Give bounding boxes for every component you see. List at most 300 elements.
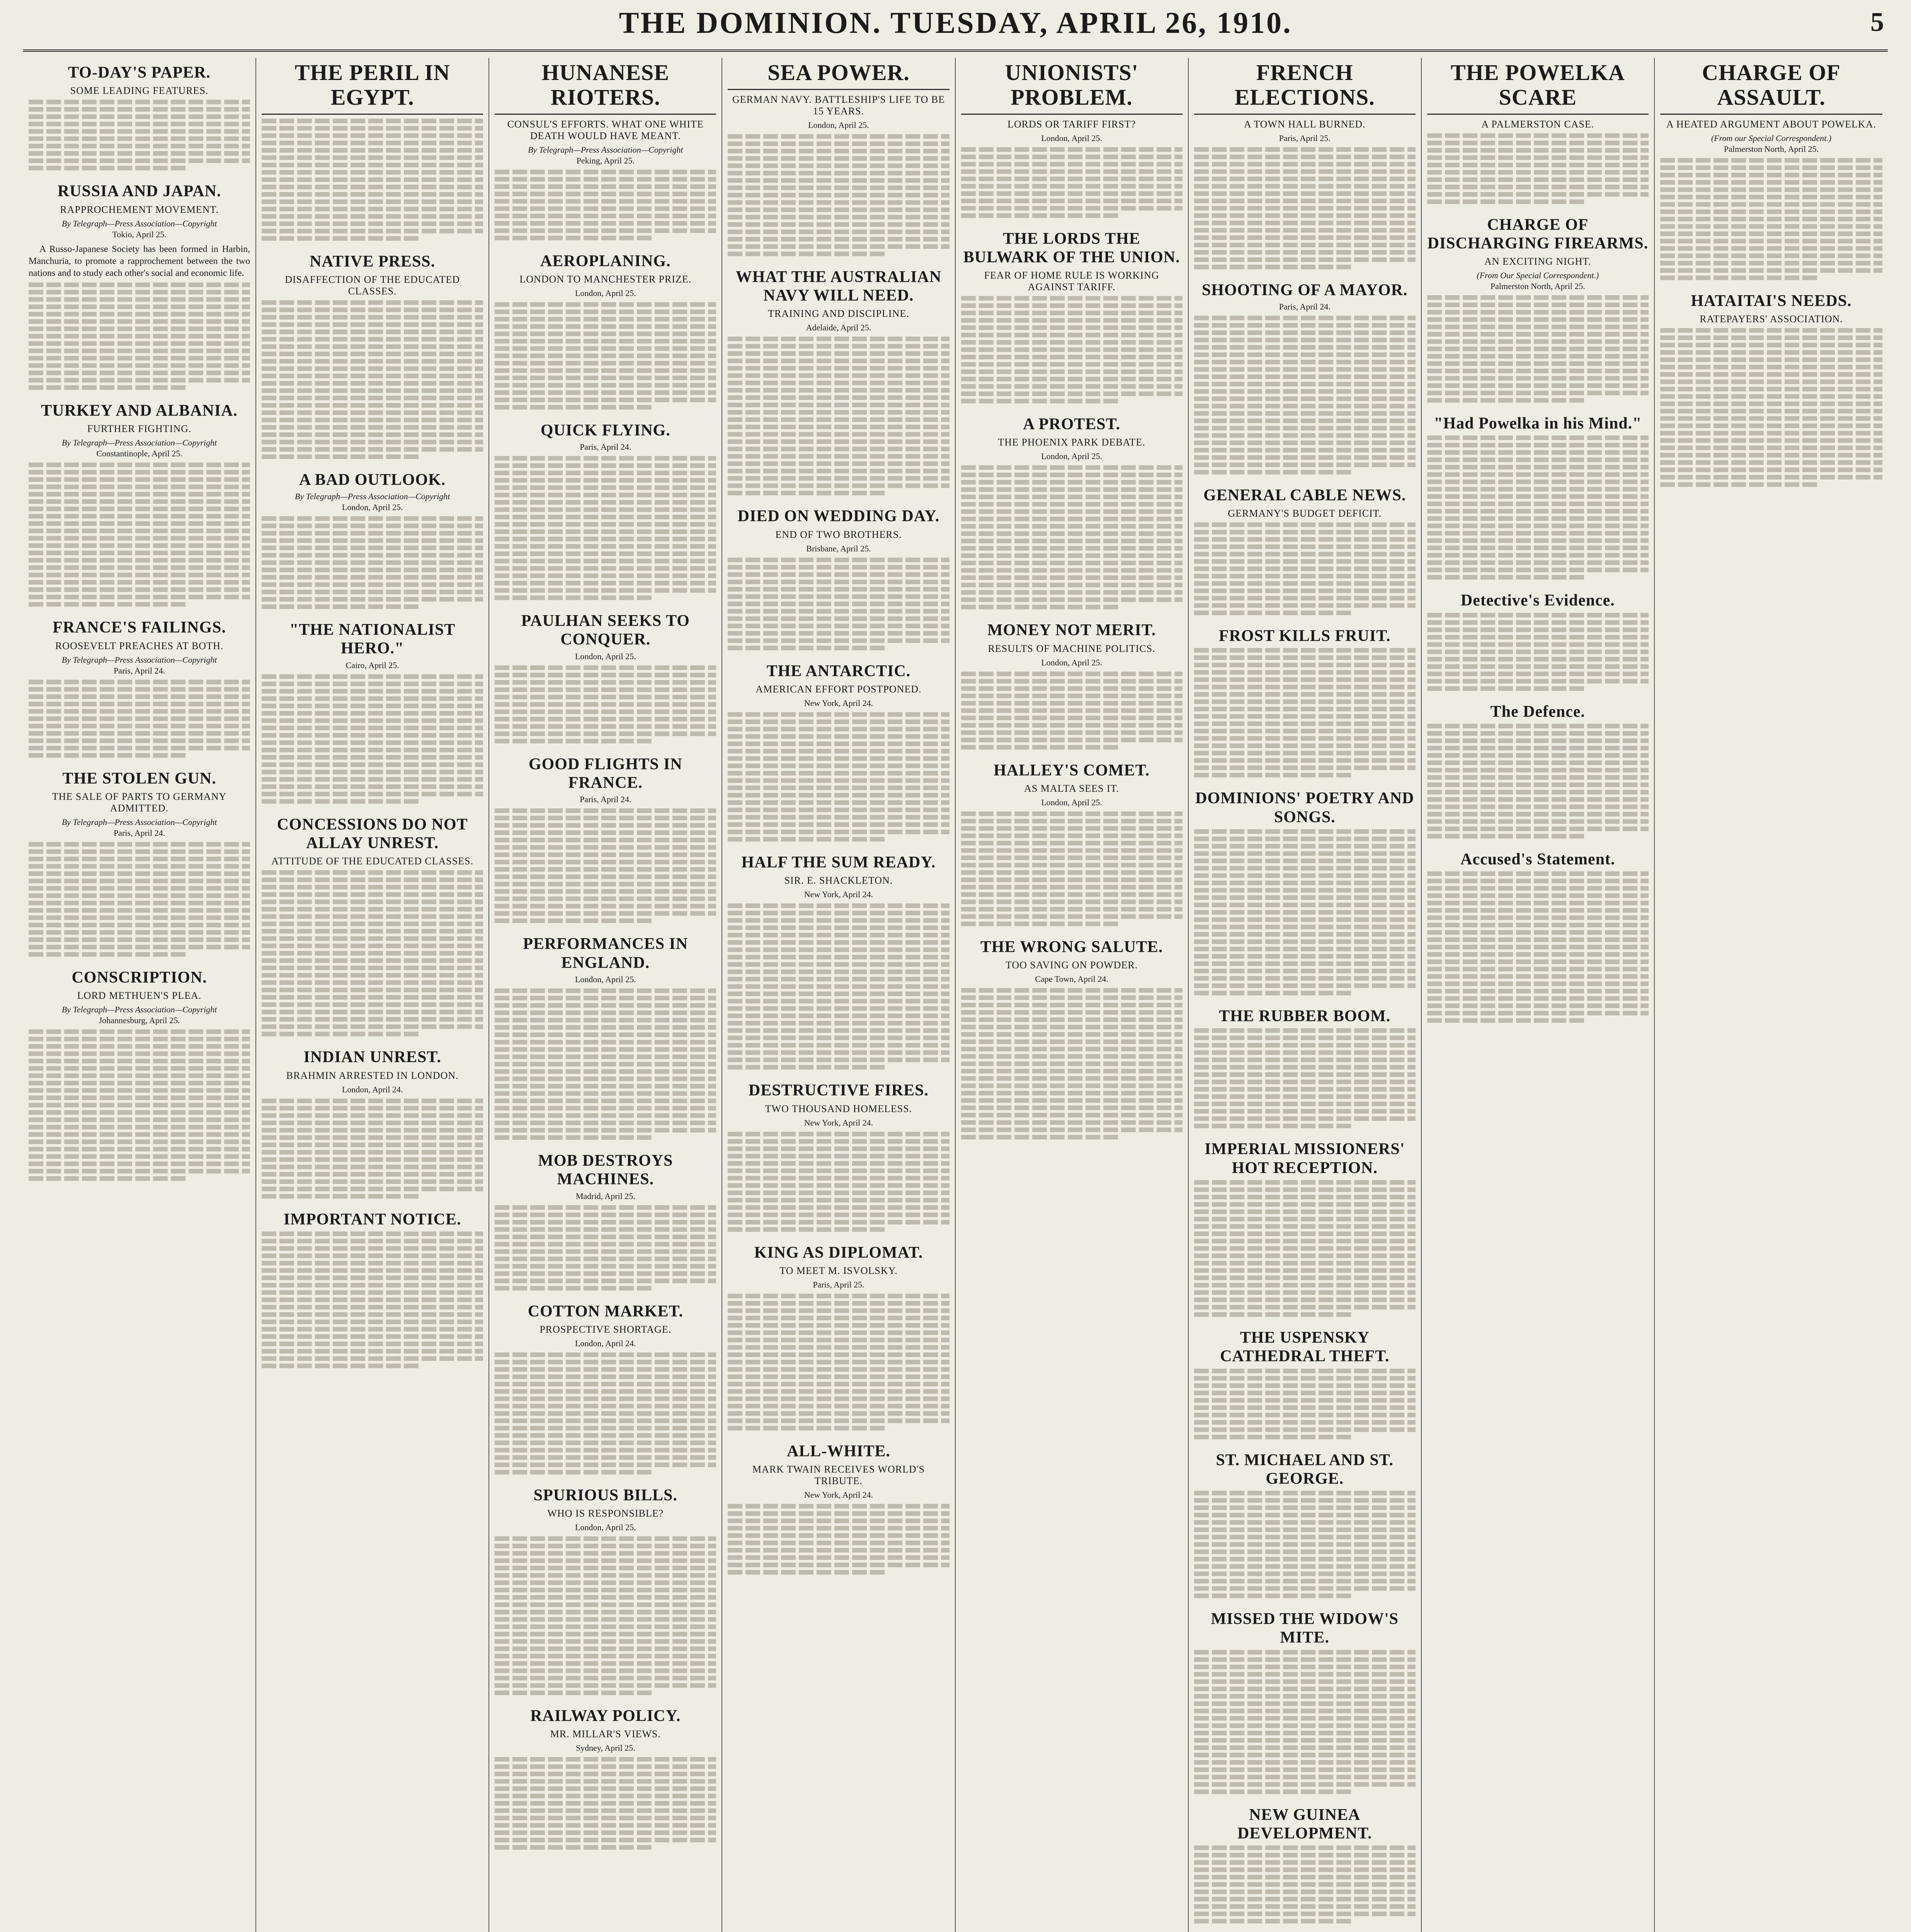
article-dateline: Cape Town, April 24. xyxy=(1035,974,1108,984)
text-line xyxy=(961,1091,1183,1095)
text-line xyxy=(495,493,716,497)
text-line xyxy=(1427,310,1649,315)
text-line xyxy=(29,136,250,141)
text-line xyxy=(495,739,654,743)
article xyxy=(29,769,250,957)
text-line xyxy=(1194,707,1416,711)
text-line xyxy=(728,156,949,161)
text-line xyxy=(1194,655,1416,660)
text-line xyxy=(262,711,483,716)
text-line xyxy=(262,425,483,430)
text-line xyxy=(1427,575,1587,580)
text-line xyxy=(495,1286,654,1291)
article xyxy=(728,507,949,650)
text-line xyxy=(728,837,887,842)
text-line xyxy=(1427,457,1649,462)
text-line xyxy=(961,1039,1183,1044)
text-line xyxy=(495,595,654,600)
text-line xyxy=(728,454,949,459)
text-line xyxy=(961,995,1183,1000)
article-subheading: DISAFFECTION OF THE EDUCATED CLASSES. xyxy=(285,274,460,297)
article-heading: DESTRUCTIVE FIRES. xyxy=(748,1082,929,1100)
text-line xyxy=(262,568,483,572)
text-line xyxy=(1194,648,1416,653)
text-line xyxy=(495,1426,716,1430)
text-line xyxy=(29,122,250,126)
text-line xyxy=(1194,663,1416,667)
text-line xyxy=(728,1345,949,1350)
text-line xyxy=(29,587,250,592)
text-line xyxy=(1427,937,1649,942)
text-line xyxy=(1194,873,1416,878)
text-line xyxy=(262,141,483,145)
text-line xyxy=(1194,1672,1416,1677)
text-line xyxy=(262,447,483,452)
text-line xyxy=(728,1213,949,1217)
text-line xyxy=(495,170,716,174)
text-line xyxy=(262,1135,483,1140)
text-line xyxy=(728,388,949,393)
text-line xyxy=(961,1135,1121,1139)
text-line xyxy=(1194,206,1416,211)
text-line xyxy=(262,1010,483,1014)
article-dateline: Sydney, April 25. xyxy=(575,1743,635,1753)
text-line xyxy=(1660,335,1882,340)
text-line xyxy=(961,590,1183,595)
article-dateline: New York, April 24. xyxy=(804,889,873,900)
text-line xyxy=(1427,996,1649,1001)
text-line xyxy=(1194,1283,1416,1287)
text-line xyxy=(728,483,949,488)
text-line xyxy=(1194,1217,1416,1221)
text-line xyxy=(495,368,716,373)
column-7 xyxy=(1422,58,1655,1932)
text-line xyxy=(1194,692,1416,697)
text-line xyxy=(29,356,250,361)
text-line xyxy=(1660,261,1882,265)
text-line xyxy=(495,383,716,388)
text-line xyxy=(1194,1657,1416,1662)
text-line xyxy=(1194,917,1416,922)
text-line xyxy=(1194,588,1416,593)
text-line xyxy=(495,1463,716,1467)
page-number: 5 xyxy=(1870,7,1884,37)
text-line xyxy=(262,330,483,334)
text-line xyxy=(29,879,250,883)
text-line xyxy=(1427,450,1649,455)
text-line xyxy=(961,826,1183,831)
article-subheading: TOO SAVING ON POWDER. xyxy=(1005,959,1138,971)
article-subheading: CONSUL'S EFFORTS. WHAT ONE WHITE DEATH WOULD HAVE MEANT. xyxy=(507,118,704,141)
text-line xyxy=(29,709,250,714)
text-line xyxy=(1194,1745,1416,1750)
text-line xyxy=(1194,367,1416,372)
text-line xyxy=(1427,472,1649,477)
text-line xyxy=(29,687,250,692)
text-line xyxy=(1194,1919,1354,1923)
text-line xyxy=(262,1099,483,1103)
text-line xyxy=(1427,1003,1649,1008)
text-line xyxy=(495,1113,716,1118)
article-dateline: Paris, April 24. xyxy=(113,665,165,675)
article xyxy=(1194,60,1416,269)
text-line xyxy=(29,886,250,891)
text-line xyxy=(1427,657,1649,662)
text-line xyxy=(961,465,1183,470)
text-line xyxy=(262,1002,483,1007)
text-line xyxy=(495,376,716,380)
text-line xyxy=(262,170,483,175)
text-line xyxy=(495,1602,716,1607)
text-line xyxy=(1427,568,1649,572)
article-subheading: LORDS OR TARIFF FIRST? xyxy=(1007,118,1136,130)
text-line xyxy=(1194,1298,1416,1302)
text-line xyxy=(262,388,483,393)
text-line xyxy=(495,1279,716,1283)
text-line xyxy=(495,1062,716,1066)
text-line xyxy=(961,878,1183,882)
text-line xyxy=(29,349,250,353)
text-line xyxy=(495,1235,716,1239)
text-line xyxy=(262,148,483,153)
text-line xyxy=(495,390,716,395)
text-line xyxy=(29,738,250,743)
text-line xyxy=(29,915,250,920)
text-line xyxy=(262,733,483,738)
text-line xyxy=(1194,1405,1416,1410)
text-line xyxy=(29,871,250,876)
text-line xyxy=(1194,677,1416,682)
text-line xyxy=(1194,685,1416,689)
text-line xyxy=(728,712,949,717)
text-line xyxy=(262,440,483,444)
text-line xyxy=(1427,465,1649,469)
text-line xyxy=(1427,981,1649,986)
text-line xyxy=(29,297,250,302)
text-line xyxy=(1427,724,1649,728)
text-line xyxy=(1194,1650,1416,1655)
article xyxy=(961,60,1183,218)
text-line xyxy=(961,347,1183,352)
text-line xyxy=(29,385,188,390)
text-line xyxy=(961,679,1183,684)
column-6 xyxy=(1189,58,1422,1932)
text-line xyxy=(961,922,1121,926)
text-line xyxy=(495,1808,716,1813)
text-line xyxy=(495,566,716,571)
text-line xyxy=(29,312,250,316)
text-line xyxy=(961,672,1183,676)
text-line xyxy=(961,502,1183,507)
text-line xyxy=(262,546,483,550)
text-line xyxy=(1194,448,1416,452)
text-line xyxy=(728,1367,949,1372)
article xyxy=(728,1081,949,1231)
text-line xyxy=(961,391,1183,396)
text-line xyxy=(262,1179,483,1184)
text-line xyxy=(1194,1202,1416,1207)
text-line xyxy=(961,155,1183,159)
text-line xyxy=(495,1440,716,1445)
text-line xyxy=(728,1183,949,1188)
text-line xyxy=(495,1433,716,1438)
text-line xyxy=(728,778,949,783)
text-line xyxy=(495,1352,716,1357)
text-line xyxy=(1194,396,1416,401)
text-line xyxy=(1194,1527,1416,1532)
article xyxy=(1427,591,1649,690)
text-line xyxy=(728,1146,949,1151)
text-line xyxy=(1427,192,1649,197)
article xyxy=(1194,1806,1416,1924)
text-line xyxy=(29,595,250,599)
text-line xyxy=(495,361,716,366)
text-line xyxy=(262,1017,483,1022)
text-line xyxy=(29,371,250,375)
article-credit: (From Our Special Correspondent.) xyxy=(1477,270,1599,281)
text-line xyxy=(1194,463,1416,467)
text-line xyxy=(29,282,250,287)
text-line xyxy=(961,730,1183,735)
text-line xyxy=(29,842,250,847)
text-line xyxy=(495,1544,716,1548)
article xyxy=(495,755,716,923)
text-line xyxy=(1194,1187,1416,1192)
text-line xyxy=(728,1043,949,1048)
text-line xyxy=(1194,1709,1416,1713)
text-line xyxy=(961,745,1121,750)
text-line xyxy=(29,290,250,294)
text-line xyxy=(29,1117,250,1122)
text-line xyxy=(495,1668,716,1673)
text-line xyxy=(262,1246,483,1251)
text-line xyxy=(29,908,250,913)
text-line xyxy=(1194,433,1416,438)
text-line xyxy=(1194,881,1416,885)
article-subheading: A PALMERSTON CASE. xyxy=(1481,118,1594,130)
text-line xyxy=(1660,173,1882,177)
text-line xyxy=(728,830,949,834)
article xyxy=(495,1302,716,1475)
masthead xyxy=(23,3,1888,52)
text-line xyxy=(728,1154,949,1158)
text-line xyxy=(29,543,250,548)
text-line xyxy=(1660,158,1882,163)
text-line xyxy=(29,1095,250,1100)
article-dateline: Paris, April 25. xyxy=(813,1279,864,1289)
text-line xyxy=(1194,866,1416,871)
text-line xyxy=(262,907,483,912)
text-line xyxy=(728,1330,949,1335)
text-line xyxy=(1194,1276,1416,1280)
text-line xyxy=(1194,1498,1416,1503)
text-line xyxy=(495,1610,716,1614)
text-line xyxy=(495,1106,716,1111)
article-dateline: London, April 25. xyxy=(342,502,403,512)
text-line xyxy=(29,536,250,541)
text-line xyxy=(728,381,949,385)
text-line xyxy=(495,1816,716,1820)
text-line xyxy=(495,702,716,707)
text-line xyxy=(1427,827,1649,831)
text-line xyxy=(1194,574,1416,578)
text-line xyxy=(1427,376,1649,381)
text-line xyxy=(961,561,1183,565)
text-line xyxy=(1427,133,1649,138)
text-line xyxy=(262,403,483,408)
article-heading: THE WRONG SALUTE. xyxy=(980,938,1163,956)
text-line xyxy=(1194,851,1416,856)
text-line xyxy=(961,184,1183,189)
text-line xyxy=(728,1028,949,1033)
text-line xyxy=(1194,729,1416,733)
text-line xyxy=(29,864,250,869)
text-line xyxy=(961,399,1121,403)
text-line xyxy=(262,396,483,400)
text-line xyxy=(262,374,483,378)
text-line xyxy=(262,1312,483,1317)
text-line xyxy=(1194,228,1416,233)
article-credit: (From our Special Correspondent.) xyxy=(1711,133,1832,143)
column-1 xyxy=(23,58,256,1932)
text-line xyxy=(495,1580,716,1585)
text-line xyxy=(728,1294,949,1298)
text-line xyxy=(262,988,483,992)
article-heading: HALLEY'S COMET. xyxy=(994,761,1150,779)
text-line xyxy=(961,1032,1183,1037)
text-line xyxy=(728,638,949,643)
text-line xyxy=(495,665,716,670)
text-line xyxy=(1194,736,1416,741)
article-heading: GOOD FLIGHTS IN FRANCE. xyxy=(528,755,682,792)
text-line xyxy=(495,1069,716,1074)
text-line xyxy=(728,1316,949,1320)
text-line xyxy=(961,1083,1183,1088)
text-line xyxy=(1660,202,1882,207)
text-line xyxy=(262,980,483,985)
article-heading: WHAT THE AUSTRALIAN NAVY WILL NEED. xyxy=(735,268,942,305)
text-line xyxy=(1194,191,1416,196)
text-line xyxy=(495,500,716,505)
article-dateline: London, April 25. xyxy=(1041,451,1102,461)
text-line xyxy=(728,432,949,437)
text-line xyxy=(262,951,483,956)
text-line xyxy=(262,1276,483,1280)
article-heading: THE PERIL IN EGYPT. xyxy=(262,60,483,115)
text-line xyxy=(961,701,1183,706)
text-line xyxy=(1194,418,1416,423)
text-line xyxy=(495,1040,716,1044)
article-text: A Russo-Japanese Society has been formed in Harbin, Manchuria, to promote a rapprochement between the two nations and to study each other's social and economic life. xyxy=(29,244,250,278)
text-line xyxy=(1427,775,1649,780)
text-line xyxy=(1194,1391,1416,1395)
text-line xyxy=(1194,1889,1416,1894)
text-line xyxy=(1194,961,1416,966)
text-line xyxy=(29,1029,250,1034)
article xyxy=(1427,850,1649,1023)
text-line xyxy=(1194,235,1416,240)
text-line xyxy=(495,889,716,894)
text-line xyxy=(1194,426,1416,430)
article-heading: THE USPENSKY CATHEDRAL THEFT. xyxy=(1220,1328,1390,1366)
text-line xyxy=(961,546,1183,551)
article xyxy=(495,1486,716,1695)
text-line xyxy=(728,337,949,341)
text-line xyxy=(1427,502,1649,506)
article xyxy=(495,1707,716,1850)
text-line xyxy=(1194,1116,1416,1121)
text-line xyxy=(495,551,716,556)
article-dateline: Adelaide, April 25. xyxy=(806,323,871,333)
article-dateline: London, April 25. xyxy=(1041,798,1102,808)
text-line xyxy=(1194,1305,1416,1310)
text-line xyxy=(728,756,949,761)
article xyxy=(262,1048,483,1198)
text-line xyxy=(728,469,949,473)
text-line xyxy=(495,206,716,211)
text-line xyxy=(495,529,716,534)
text-line xyxy=(262,524,483,528)
text-line xyxy=(29,334,250,338)
text-line xyxy=(1660,416,1882,421)
text-line xyxy=(1194,1557,1416,1561)
article-subheading: SIR. E. SHACKLETON. xyxy=(784,875,893,886)
text-line xyxy=(1194,932,1416,937)
text-line xyxy=(1194,1312,1354,1317)
article xyxy=(1427,702,1649,838)
text-line xyxy=(495,845,716,850)
text-line xyxy=(728,992,949,996)
text-line xyxy=(728,962,949,967)
article-dateline: London, April 24. xyxy=(342,1084,403,1094)
text-line xyxy=(29,114,250,119)
text-line xyxy=(1194,1239,1416,1243)
text-line xyxy=(1194,1701,1416,1706)
text-line xyxy=(1660,394,1882,399)
text-line xyxy=(1660,165,1882,170)
text-line xyxy=(262,1032,421,1036)
text-line xyxy=(728,565,949,570)
article xyxy=(262,60,483,241)
text-line xyxy=(961,524,1183,529)
text-line xyxy=(728,742,949,746)
text-line xyxy=(1194,1180,1416,1185)
text-line xyxy=(1427,679,1649,684)
article-heading: AEROPLANING. xyxy=(540,252,671,270)
article-heading: UNIONISTS' PROBLEM. xyxy=(961,60,1183,115)
text-line xyxy=(495,1077,716,1081)
text-line xyxy=(961,517,1183,521)
text-line xyxy=(961,811,1183,816)
article xyxy=(262,815,483,1037)
article-heading: DOMINIONS' POETRY AND SONGS. xyxy=(1195,789,1414,826)
text-line xyxy=(262,1106,483,1111)
text-line xyxy=(961,900,1183,904)
text-line xyxy=(262,966,483,970)
article-heading: DIED ON WEDDING DAY. xyxy=(737,507,940,526)
text-line xyxy=(728,764,949,768)
text-line xyxy=(262,929,483,934)
text-line xyxy=(961,914,1183,919)
text-line xyxy=(1194,1209,1416,1214)
article-dateline: London, April 25. xyxy=(575,651,636,661)
article-dateline: London, April 25. xyxy=(1041,133,1102,143)
article-subheading: A HEATED ARGUMENT ABOUT POWELKA. xyxy=(1666,118,1876,130)
text-line xyxy=(1194,1853,1416,1857)
text-line xyxy=(495,1213,716,1217)
text-line xyxy=(1427,199,1587,204)
article xyxy=(1194,1610,1416,1794)
